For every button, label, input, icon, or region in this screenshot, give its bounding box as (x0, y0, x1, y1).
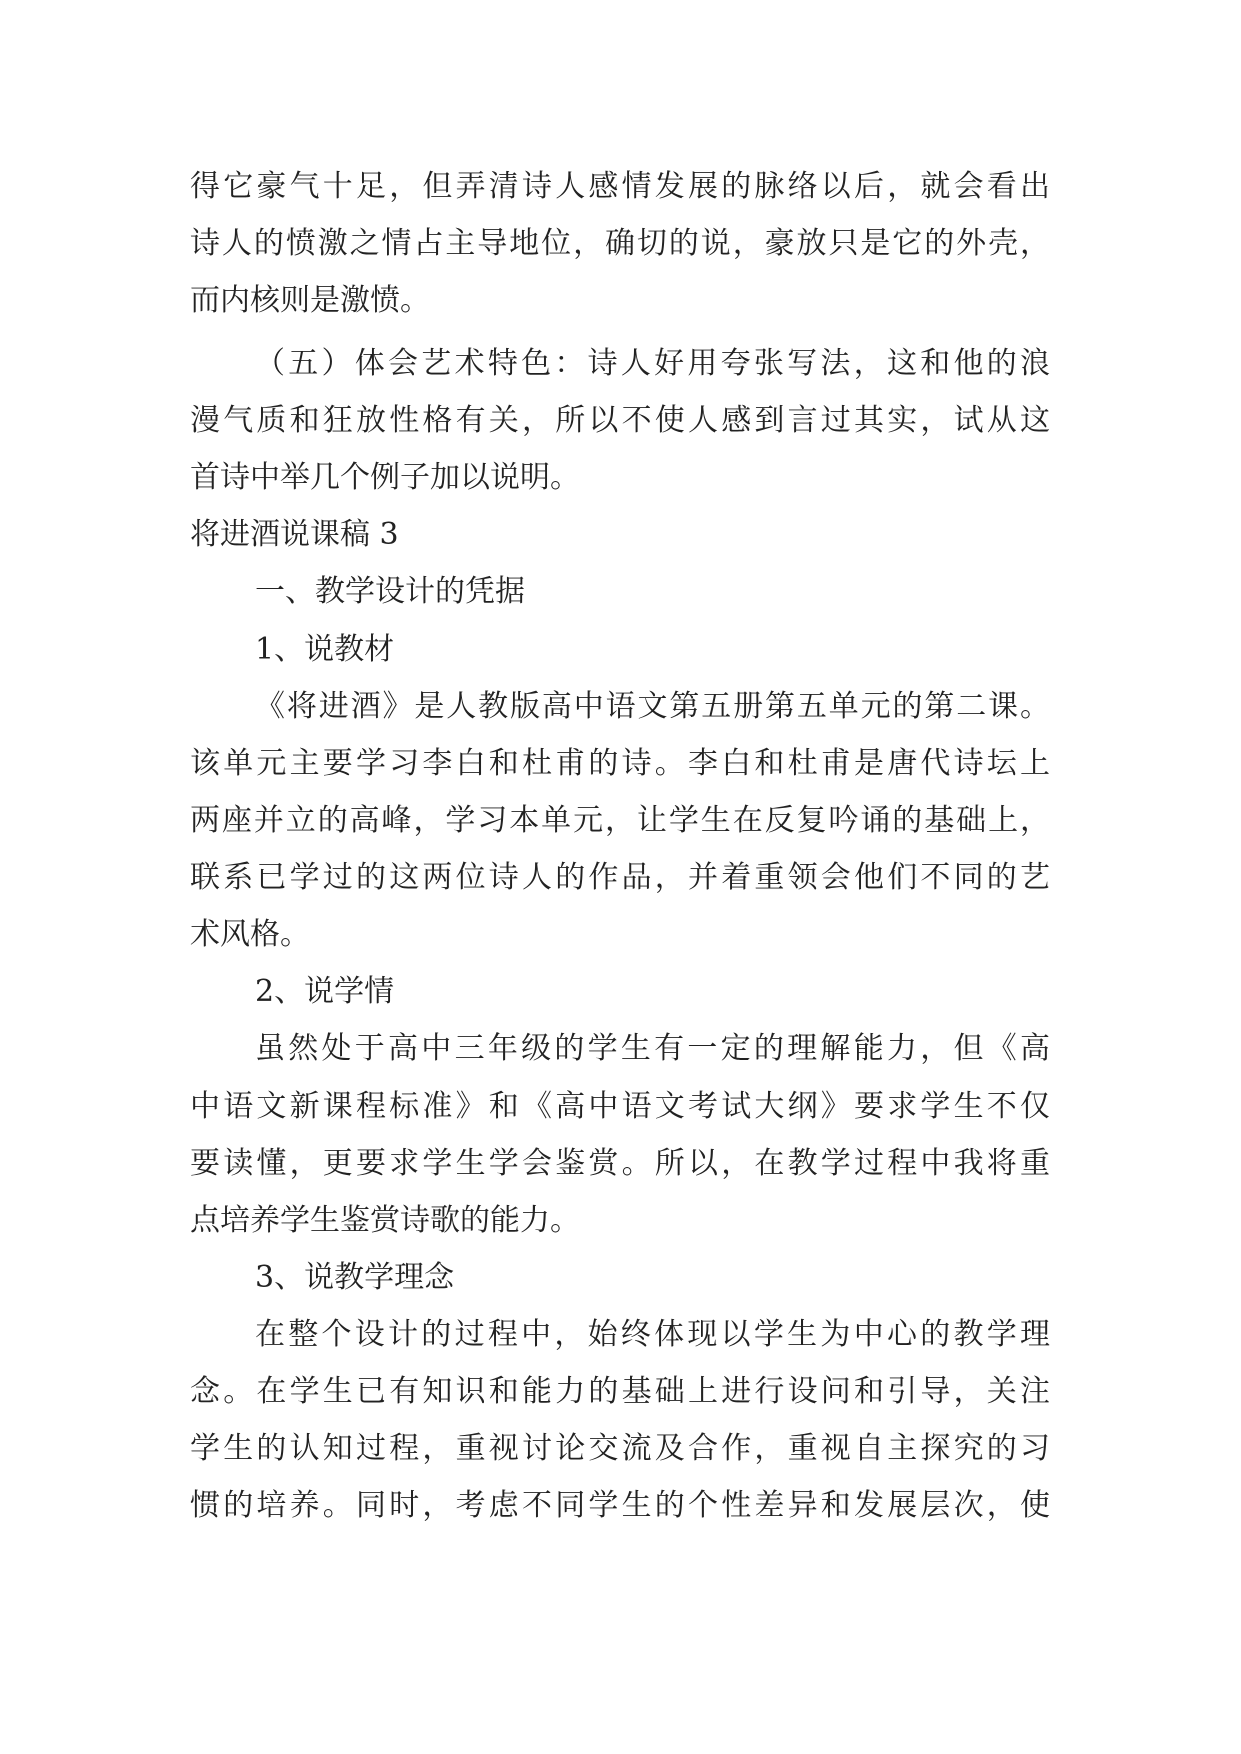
text-line: 而内核则是激愤。 (190, 283, 430, 318)
text-line: 《将进酒》是人教版高中语文第五册第五单元的第二课。 (255, 689, 1050, 724)
text-line: 术风格。 (190, 917, 310, 952)
text-line: 要读懂，更要求学生学会鉴赏。所以，在教学过程中我将重 (190, 1146, 1050, 1181)
subheading: 1、说教材 (255, 632, 395, 667)
text-line: 惯的培养。同时，考虑不同学生的个性差异和发展层次，使 (190, 1488, 1050, 1523)
text-line: 漫气质和狂放性格有关，所以不使人感到言过其实，试从这 (190, 403, 1050, 438)
text-line: 该单元主要学习李白和杜甫的诗。李白和杜甫是唐代诗坛上 (190, 746, 1050, 781)
section-heading: 将进酒说课稿 3 (190, 517, 399, 552)
text-line: 两座并立的高峰，学习本单元，让学生在反复吟诵的基础上， (190, 803, 1050, 838)
subheading: 一、教学设计的凭据 (255, 574, 525, 609)
text-line: 点培养学生鉴赏诗歌的能力。 (190, 1203, 580, 1238)
subheading: 3、说教学理念 (255, 1260, 455, 1295)
text-line: 得它豪气十足，但弄清诗人感情发展的脉络以后，就会看出 (190, 169, 1050, 204)
text-line: 首诗中举几个例子加以说明。 (190, 460, 580, 495)
subheading: 2、说学情 (255, 974, 395, 1009)
text-line: 学生的认知过程，重视讨论交流及合作，重视自主探究的习 (190, 1431, 1050, 1466)
text-line: （五）体会艺术特色：诗人好用夸张写法，这和他的浪 (255, 346, 1050, 381)
text-line: 念。在学生已有知识和能力的基础上进行设问和引导，关注 (190, 1374, 1050, 1409)
text-line: 联系已学过的这两位诗人的作品，并着重领会他们不同的艺 (190, 860, 1050, 895)
text-line: 虽然处于高中三年级的学生有一定的理解能力，但《高 (255, 1031, 1050, 1066)
text-line: 中语文新课程标准》和《高中语文考试大纲》要求学生不仅 (190, 1089, 1050, 1124)
text-line: 诗人的愤激之情占主导地位，确切的说，豪放只是它的外壳， (190, 226, 1050, 261)
text-line: 在整个设计的过程中，始终体现以学生为中心的教学理 (255, 1317, 1050, 1352)
